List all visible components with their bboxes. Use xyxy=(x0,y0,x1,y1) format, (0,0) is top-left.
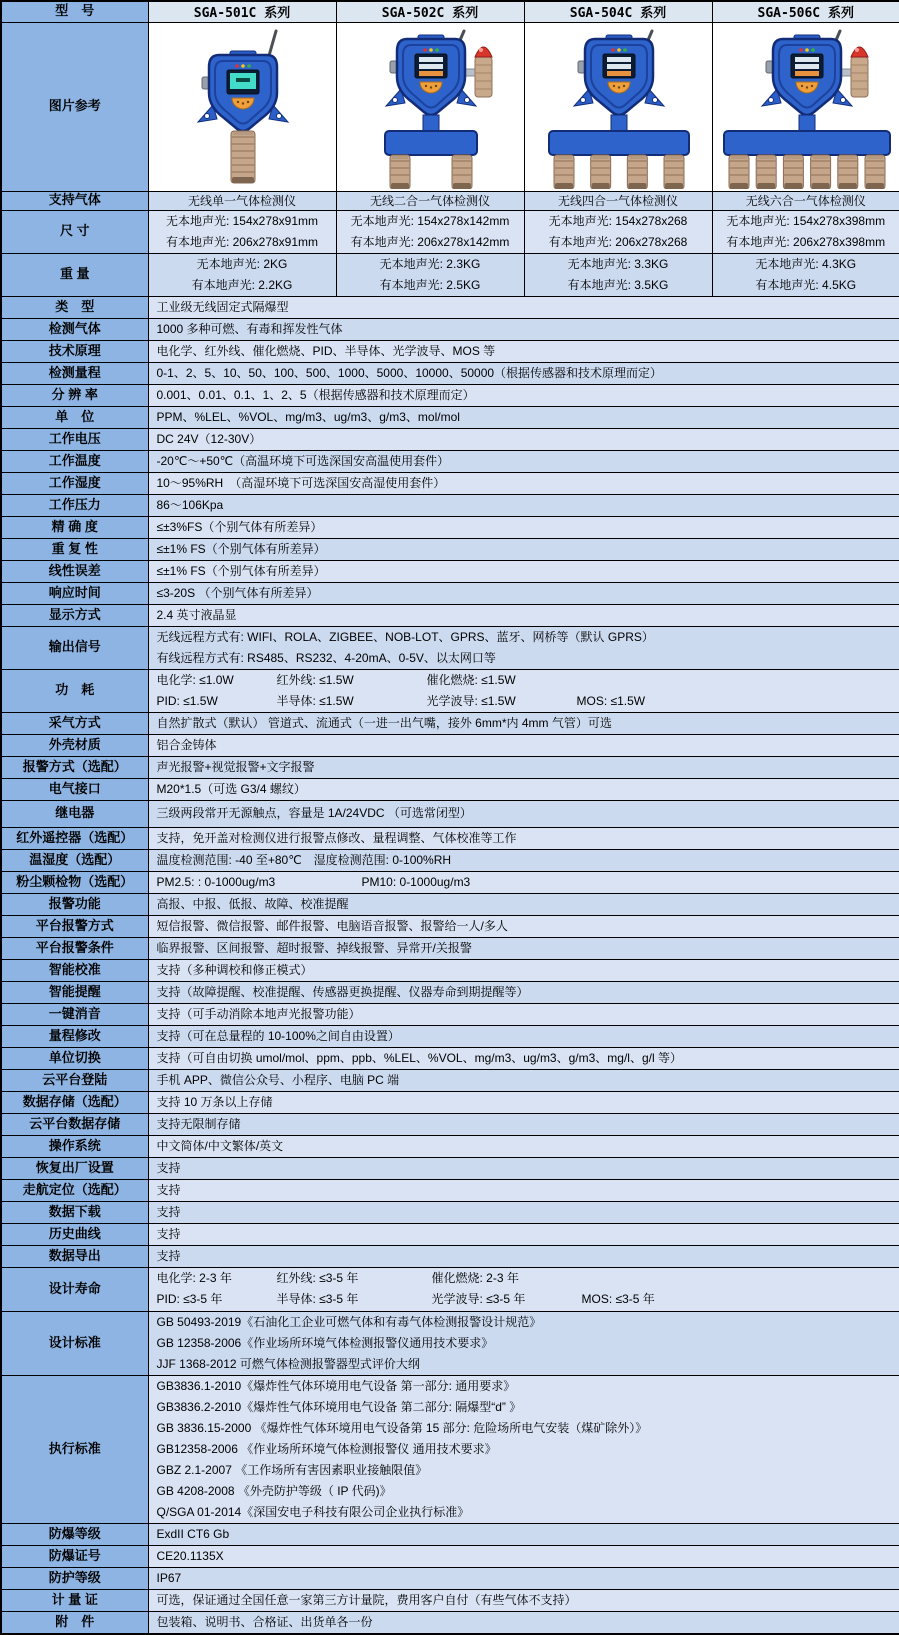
spec-line: 临界报警、区间报警、超时报警、掉线报警、异常开/关报警 xyxy=(157,938,899,959)
spec-value xyxy=(148,1311,899,1375)
row-label: 红外遥控器（选配） xyxy=(1,827,148,849)
table-row xyxy=(1,516,899,538)
table-row xyxy=(1,756,899,778)
row-label: 防爆等级 xyxy=(1,1523,148,1545)
row-label: 报警功能 xyxy=(1,893,148,915)
spec-value xyxy=(148,384,899,406)
table-row xyxy=(1,538,899,560)
row-label: 支持气体 xyxy=(1,191,148,210)
table-row xyxy=(1,871,899,893)
row-label: 平台报警方式 xyxy=(1,915,148,937)
spec-value xyxy=(148,959,899,981)
row-label: 防爆证号 xyxy=(1,1545,148,1567)
table-row xyxy=(1,560,899,582)
spec-value xyxy=(148,1545,899,1567)
table-row xyxy=(1,362,899,384)
spec-value xyxy=(148,1047,899,1069)
spec-line: M20*1.5（可选 G3/4 螺纹） xyxy=(157,779,899,800)
row-label: 型 号 xyxy=(1,1,148,22)
spec-line: 支持 xyxy=(157,1224,899,1245)
spec-line: JJF 1368-2012 可燃气体检测报警器型式评价大纲 xyxy=(157,1354,899,1375)
spec-line: 支持 xyxy=(157,1202,899,1223)
spec-line: 自然扩散式（默认） 管道式、流通式（一进一出气嘴，接外 6mm*内 4mm 气管）可选 xyxy=(157,713,899,734)
row-label: 外壳材质 xyxy=(1,734,148,756)
spec-line: 声光报警+视觉报警+文字报警 xyxy=(157,757,899,778)
table-row xyxy=(1,827,899,849)
spec-segment: 红外线: ≤3-5 年 xyxy=(277,1268,432,1289)
spec-segment: 电化学: 2-3 年 xyxy=(157,1268,277,1289)
row-label: 线性误差 xyxy=(1,560,148,582)
spec-line: IP67 xyxy=(157,1568,899,1589)
spec-value xyxy=(524,210,712,253)
spec-line: 支持（多种调校和修正模式） xyxy=(157,960,899,981)
row-label: 输出信号 xyxy=(1,626,148,669)
spec-line: GB 4208-2008 《外壳防护等级（ IP 代码)》 xyxy=(157,1481,899,1502)
spec-line xyxy=(157,1268,899,1289)
row-label: 执行标准 xyxy=(1,1375,148,1523)
spec-line: 工业级无线固定式隔爆型 xyxy=(157,297,899,318)
row-label: 设计标准 xyxy=(1,1311,148,1375)
spec-line: 无本地声光: 2KG xyxy=(149,254,336,275)
spec-segment: PID: ≤3-5 年 xyxy=(157,1289,277,1310)
spec-line: 手机 APP、微信公众号、小程序、电脑 PC 端 xyxy=(157,1070,899,1091)
spec-line: 无本地声光: 3.3KG xyxy=(525,254,712,275)
spec-line: 无本地声光: 154x278x398mm xyxy=(713,211,899,232)
row-label: 工作湿度 xyxy=(1,472,148,494)
table-row xyxy=(1,22,899,191)
spec-line: 无线远程方式有: WIFI、ROLA、ZIGBEE、NOB-LOT、GPRS、蓝牙、网桥等（默认 GPRS） xyxy=(157,627,899,648)
spec-line: 有本地声光: 4.5KG xyxy=(713,275,899,296)
table-row xyxy=(1,981,899,1003)
gas-detector-6-head-beacon-icon xyxy=(713,25,899,189)
model-header: SGA-504C 系列 xyxy=(524,1,712,22)
spec-value xyxy=(148,915,899,937)
spec-value xyxy=(148,1069,899,1091)
spec-value xyxy=(148,210,336,253)
device-image-cell xyxy=(712,22,899,191)
spec-line: 86～106Kpa xyxy=(157,495,899,516)
table-row xyxy=(1,800,899,827)
spec-line: 中文简体/中文繁体/英文 xyxy=(157,1136,899,1157)
spec-line: GB 3836.15-2000 《爆炸性气体环境用电气设备第 15 部分: 危险场所电气安装（煤矿除外）》 xyxy=(157,1418,899,1439)
row-label: 恢复出厂设置 xyxy=(1,1157,148,1179)
table-row xyxy=(1,1069,899,1091)
spec-value xyxy=(148,340,899,362)
spec-line: GB3836.1-2010《爆炸性气体环境用电气设备 第一部分: 通用要求》 xyxy=(157,1376,899,1397)
row-label: 附 件 xyxy=(1,1611,148,1634)
spec-line: 铝合金铸体 xyxy=(157,735,899,756)
spec-value xyxy=(148,1157,899,1179)
spec-segment: 电化学: ≤1.0W xyxy=(157,670,277,691)
spec-line: 无本地声光: 154x278x142mm xyxy=(337,211,524,232)
row-label: 显示方式 xyxy=(1,604,148,626)
row-label: 防护等级 xyxy=(1,1567,148,1589)
table-row xyxy=(1,210,899,253)
spec-segment: PM2.5: : 0-1000ug/m3 xyxy=(157,872,362,893)
gas-detector-4-head-icon xyxy=(525,25,711,189)
row-label: 数据下载 xyxy=(1,1201,148,1223)
spec-segment: 催化燃烧: ≤1.5W xyxy=(427,670,516,691)
row-label: 工作温度 xyxy=(1,450,148,472)
spec-value xyxy=(148,1113,899,1135)
spec-value xyxy=(148,450,899,472)
spec-line: ≤3-20S （个别气体有所差异） xyxy=(157,583,899,604)
spec-value: 无线单一气体检测仪 xyxy=(148,191,336,210)
spec-value xyxy=(148,1025,899,1047)
row-label: 走航定位（选配） xyxy=(1,1179,148,1201)
table-row xyxy=(1,450,899,472)
row-label: 数据导出 xyxy=(1,1245,148,1267)
table-row xyxy=(1,384,899,406)
spec-segment: 红外线: ≤1.5W xyxy=(277,670,427,691)
spec-line: ≤±3%FS（个别气体有所差异） xyxy=(157,517,899,538)
spec-segment: 催化燃烧: 2-3 年 xyxy=(432,1268,519,1289)
spec-line: ≤±1% FS（个别气体有所差异） xyxy=(157,561,899,582)
spec-value xyxy=(148,1201,899,1223)
spec-line: 有本地声光: 2.5KG xyxy=(337,275,524,296)
table-row xyxy=(1,1179,899,1201)
table-row xyxy=(1,406,899,428)
spec-line: Q/SGA 01-2014《深国安电子科技有限公司企业执行标准》 xyxy=(157,1502,899,1523)
spec-value xyxy=(148,849,899,871)
spec-line: GB12358-2006 《作业场所环境气体检测报警仪 通用技术要求》 xyxy=(157,1439,899,1460)
table-row xyxy=(1,734,899,756)
row-label: 操作系统 xyxy=(1,1135,148,1157)
spec-value xyxy=(148,406,899,428)
table-row xyxy=(1,582,899,604)
row-label: 设计寿命 xyxy=(1,1267,148,1311)
row-label: 图片参考 xyxy=(1,22,148,191)
spec-line: 支持（可自由切换 umol/mol、ppm、ppb、%LEL、%VOL、mg/m3、ug/m3、g/m3、mg/l、g/l 等） xyxy=(157,1048,899,1069)
row-label: 历史曲线 xyxy=(1,1223,148,1245)
spec-line: 0-1、2、5、10、50、100、500、1000、5000、10000、50000（根据传感器和技术原理而定） xyxy=(157,363,899,384)
spec-line: 可选，保证通过全国任意一家第三方计量院，费用客户自付（有些气体不支持） xyxy=(157,1590,899,1611)
spec-value xyxy=(712,253,899,296)
spec-value xyxy=(148,1523,899,1545)
spec-line: 短信报警、微信报警、邮件报警、电脑语音报警、报警给一人/多人 xyxy=(157,916,899,937)
spec-line: 支持（可手动消除本地声光报警功能） xyxy=(157,1004,899,1025)
table-row xyxy=(1,1311,899,1375)
table-row xyxy=(1,1267,899,1311)
model-header: SGA-502C 系列 xyxy=(336,1,524,22)
spec-value xyxy=(148,669,899,712)
table-row xyxy=(1,893,899,915)
table-row xyxy=(1,1157,899,1179)
spec-segment: 半导体: ≤3-5 年 xyxy=(277,1289,432,1310)
table-row xyxy=(1,253,899,296)
row-label: 平台报警条件 xyxy=(1,937,148,959)
spec-line: 有本地声光: 206x278x91mm xyxy=(149,232,336,253)
spec-segment: MOS: ≤3-5 年 xyxy=(582,1289,655,1310)
table-row xyxy=(1,1589,899,1611)
row-label: 量程修改 xyxy=(1,1025,148,1047)
spec-line: 1000 多种可燃、有毒和挥发性气体 xyxy=(157,319,899,340)
row-label: 单 位 xyxy=(1,406,148,428)
spec-value xyxy=(148,318,899,340)
spec-line: 0.001、0.01、0.1、1、2、5（根据传感器和技术原理而定） xyxy=(157,385,899,406)
table-row xyxy=(1,1611,899,1634)
row-label: 温湿度（选配） xyxy=(1,849,148,871)
spec-line: 支持无限制存储 xyxy=(157,1114,899,1135)
spec-value xyxy=(148,1611,899,1634)
device-image-cell xyxy=(148,22,336,191)
table-row xyxy=(1,959,899,981)
row-label: 智能校准 xyxy=(1,959,148,981)
table-row xyxy=(1,1003,899,1025)
spec-line: 无本地声光: 154x278x91mm xyxy=(149,211,336,232)
table-row xyxy=(1,1113,899,1135)
table-row xyxy=(1,1091,899,1113)
row-label: 类 型 xyxy=(1,296,148,318)
row-label: 分 辨 率 xyxy=(1,384,148,406)
row-label: 尺 寸 xyxy=(1,210,148,253)
spec-value xyxy=(148,871,899,893)
row-label: 单位切换 xyxy=(1,1047,148,1069)
row-label: 数据存储（选配） xyxy=(1,1091,148,1113)
spec-line: 支持（故障提醒、校准提醒、传感器更换提醒、仪器寿命到期提醒等） xyxy=(157,982,899,1003)
spec-value xyxy=(148,800,899,827)
table-row xyxy=(1,604,899,626)
spec-line: GBZ 2.1-2007 《工作场所有害因素职业接触限值》 xyxy=(157,1460,899,1481)
spec-value xyxy=(148,1567,899,1589)
table-row xyxy=(1,1567,899,1589)
row-label: 云平台数据存储 xyxy=(1,1113,148,1135)
spec-value xyxy=(148,1223,899,1245)
spec-line: 支持 xyxy=(157,1180,899,1201)
spec-value xyxy=(148,1267,899,1311)
table-row xyxy=(1,340,899,362)
spec-line: 温度检测范围: -40 至+80℃ 湿度检测范围: 0-100%RH xyxy=(157,850,899,871)
spec-value xyxy=(148,1135,899,1157)
table-row xyxy=(1,494,899,516)
spec-line xyxy=(157,670,899,691)
spec-line: 无本地声光: 154x278x268 xyxy=(525,211,712,232)
spec-line: 有本地声光: 206x278x142mm xyxy=(337,232,524,253)
spec-value xyxy=(148,937,899,959)
table-row xyxy=(1,1025,899,1047)
row-label: 检测量程 xyxy=(1,362,148,384)
spec-value xyxy=(148,538,899,560)
spec-line: 电化学、红外线、催化燃烧、PID、半导体、光学波导、MOS 等 xyxy=(157,341,899,362)
spec-line xyxy=(157,691,899,712)
table-row xyxy=(1,712,899,734)
spec-value xyxy=(712,210,899,253)
spec-value xyxy=(148,1375,899,1523)
spec-value xyxy=(148,362,899,384)
spec-line: DC 24V（12-30V） xyxy=(157,429,899,450)
spec-value xyxy=(148,560,899,582)
spec-line: 有本地声光: 2.2KG xyxy=(149,275,336,296)
table-row xyxy=(1,1223,899,1245)
spec-line: 有本地声光: 206x278x398mm xyxy=(713,232,899,253)
spec-line: 无本地声光: 4.3KG xyxy=(713,254,899,275)
spec-line: PPM、%LEL、%VOL、mg/m3、ug/m3、g/m3、mol/mol xyxy=(157,407,899,428)
table-row xyxy=(1,1523,899,1545)
table-row xyxy=(1,1135,899,1157)
model-header: SGA-506C 系列 xyxy=(712,1,899,22)
spec-value xyxy=(148,756,899,778)
spec-value xyxy=(148,1589,899,1611)
table-row xyxy=(1,1,899,22)
spec-line: -20℃～+50℃（高温环境下可选深国安高温使用套件） xyxy=(157,451,899,472)
row-label: 粉尘颗检物（选配） xyxy=(1,871,148,893)
spec-line: GB 12358-2006《作业场所环境气体检测报警仪通用技术要求》 xyxy=(157,1333,899,1354)
row-label: 工作压力 xyxy=(1,494,148,516)
spec-line: 有本地声光: 206x278x268 xyxy=(525,232,712,253)
device-image-cell xyxy=(336,22,524,191)
table-row xyxy=(1,296,899,318)
gas-detector-single-head-icon xyxy=(149,25,335,189)
spec-line: 支持 10 万条以上存储 xyxy=(157,1092,899,1113)
spec-segment: MOS: ≤1.5W xyxy=(577,691,646,712)
spec-line: 高报、中报、低报、故障、校准提醒 xyxy=(157,894,899,915)
spec-line: 支持 xyxy=(157,1158,899,1179)
row-label: 云平台登陆 xyxy=(1,1069,148,1091)
row-label: 一键消音 xyxy=(1,1003,148,1025)
table-row xyxy=(1,1545,899,1567)
spec-value xyxy=(148,472,899,494)
table-row xyxy=(1,937,899,959)
spec-value xyxy=(336,210,524,253)
spec-line: ≤±1% FS（个别气体有所差异） xyxy=(157,539,899,560)
spec-line xyxy=(157,1289,899,1310)
row-label: 精 确 度 xyxy=(1,516,148,538)
spec-line: 无本地声光: 2.3KG xyxy=(337,254,524,275)
device-image-cell xyxy=(524,22,712,191)
gas-detector-2-head-beacon-icon xyxy=(337,25,523,189)
spec-segment: 半导体: ≤1.5W xyxy=(277,691,427,712)
row-label: 技术原理 xyxy=(1,340,148,362)
spec-value xyxy=(148,1245,899,1267)
table-row xyxy=(1,1245,899,1267)
spec-value xyxy=(148,1179,899,1201)
spec-line: 三级两段常开无源触点，容量是 1A/24VDC （可选常闭型） xyxy=(157,803,899,824)
spec-value xyxy=(148,626,899,669)
spec-value xyxy=(148,1003,899,1025)
spec-line: 包装箱、说明书、合格证、出货单各一份 xyxy=(157,1612,899,1633)
table-row xyxy=(1,669,899,712)
row-label: 采气方式 xyxy=(1,712,148,734)
row-label: 功 耗 xyxy=(1,669,148,712)
spec-line xyxy=(157,872,899,893)
spec-line: 支持 xyxy=(157,1246,899,1267)
spec-value xyxy=(148,253,336,296)
spec-line: GB3836.2-2010《爆炸性气体环境用电气设备 第二部分: 隔爆型“d” 》 xyxy=(157,1397,899,1418)
spec-line: 支持，免开盖对检测仪进行报警点修改、量程调整、气体校准等工作 xyxy=(157,828,899,849)
table-row xyxy=(1,626,899,669)
spec-value xyxy=(148,604,899,626)
spec-line: 有本地声光: 3.5KG xyxy=(525,275,712,296)
spec-line: CE20.1135X xyxy=(157,1546,899,1567)
row-label: 计 量 证 xyxy=(1,1589,148,1611)
spec-line: 2.4 英寸液晶显 xyxy=(157,605,899,626)
spec-value: 无线二合一气体检测仪 xyxy=(336,191,524,210)
spec-value xyxy=(148,778,899,800)
spec-segment: PM10: 0-1000ug/m3 xyxy=(362,872,471,893)
table-row xyxy=(1,1375,899,1523)
spec-value xyxy=(336,253,524,296)
spec-line: 10～95%RH （高湿环境下可选深国安高湿使用套件） xyxy=(157,473,899,494)
table-row xyxy=(1,472,899,494)
row-label: 报警方式（选配） xyxy=(1,756,148,778)
spec-value xyxy=(148,981,899,1003)
table-row xyxy=(1,1047,899,1069)
table-row xyxy=(1,915,899,937)
spec-value xyxy=(148,827,899,849)
spec-line: GB 50493-2019《石油化工企业可燃气体和有毒气体检测报警设计规范》 xyxy=(157,1312,899,1333)
spec-segment: 光学波导: ≤1.5W xyxy=(427,691,577,712)
row-label: 继电器 xyxy=(1,800,148,827)
table-row xyxy=(1,191,899,210)
spec-line: ExdII CT6 Gb xyxy=(157,1524,899,1545)
spec-value xyxy=(148,582,899,604)
table-row xyxy=(1,428,899,450)
spec-segment: 光学波导: ≤3-5 年 xyxy=(432,1289,582,1310)
row-label: 工作电压 xyxy=(1,428,148,450)
row-label: 重 复 性 xyxy=(1,538,148,560)
spec-value: 无线四合一气体检测仪 xyxy=(524,191,712,210)
model-header: SGA-501C 系列 xyxy=(148,1,336,22)
spec-value xyxy=(148,516,899,538)
spec-line: 有线远程方式有: RS485、RS232、4-20mA、0-5V、以太网口等 xyxy=(157,648,899,669)
spec-value xyxy=(524,253,712,296)
table-row xyxy=(1,778,899,800)
row-label: 重 量 xyxy=(1,253,148,296)
spec-value xyxy=(148,296,899,318)
table-row xyxy=(1,1201,899,1223)
spec-value: 无线六合一气体检测仪 xyxy=(712,191,899,210)
spec-value xyxy=(148,494,899,516)
row-label: 电气接口 xyxy=(1,778,148,800)
spec-value xyxy=(148,734,899,756)
row-label: 检测气体 xyxy=(1,318,148,340)
table-row xyxy=(1,318,899,340)
spec-value xyxy=(148,893,899,915)
row-label: 响应时间 xyxy=(1,582,148,604)
spec-value xyxy=(148,1091,899,1113)
table-row xyxy=(1,849,899,871)
spec-line: 支持（可在总量程的 10-100%之间自由设置） xyxy=(157,1026,899,1047)
row-label: 智能提醒 xyxy=(1,981,148,1003)
spec-value xyxy=(148,428,899,450)
spec-value xyxy=(148,712,899,734)
spec-segment: PID: ≤1.5W xyxy=(157,691,277,712)
